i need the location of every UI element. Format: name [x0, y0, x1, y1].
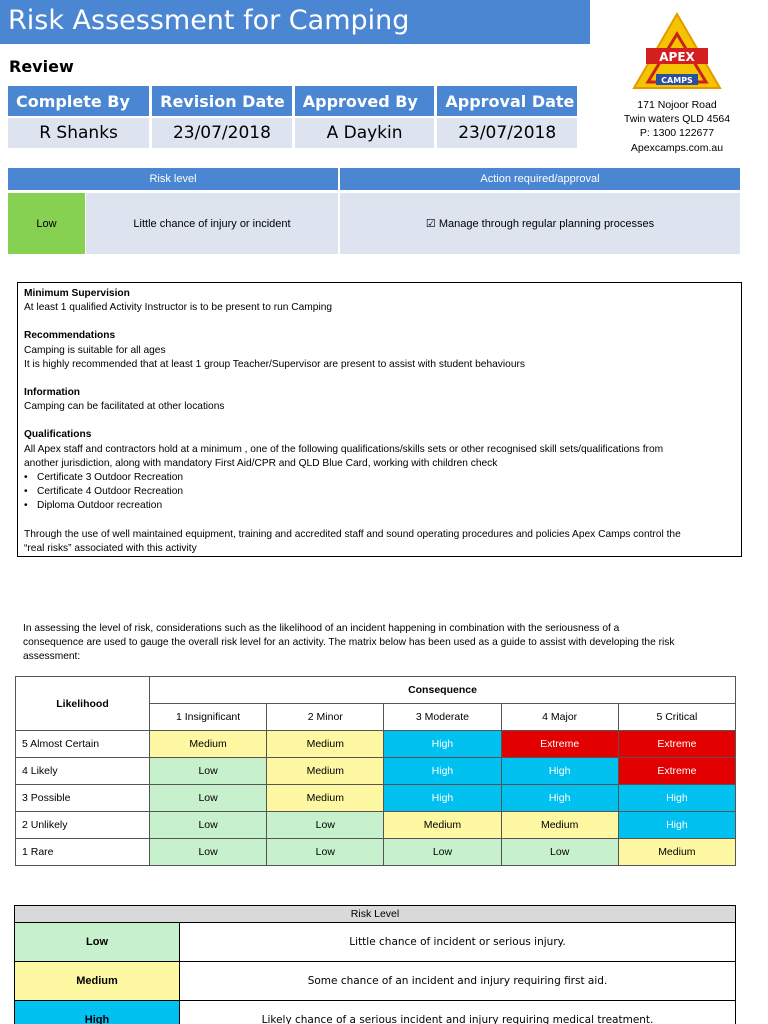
risk-level-legend — [14, 905, 736, 1024]
likelihood-label: 1 Rare — [16, 839, 150, 866]
recommendation-line: Camping is suitable for all ages — [24, 344, 166, 356]
qualification-item: • Certificate 4 Outdoor Recreation — [24, 485, 735, 499]
website-line: Apexcamps.com.au — [630, 141, 724, 154]
likelihood-label: 4 Likely — [16, 758, 150, 785]
matrix-cell: Medium — [267, 758, 384, 785]
paragraph-line: In assessing the level of risk, considerations such as the likelihood of an incident happening in combination with the seriousness of a — [23, 623, 620, 634]
info-box — [17, 282, 742, 557]
likelihood-label: 5 Almost Certain — [16, 731, 150, 758]
min-supervision-heading: Minimum Supervision — [24, 288, 130, 299]
address-block — [612, 98, 742, 155]
information-text: Camping can be facilitated at other locations — [24, 401, 225, 413]
logo-bottom-text: CAMPS — [661, 76, 693, 85]
qualifications-text: All Apex staff and contractors hold at a minimum , one of the following qualifications/skills sets or other recognised skill sets/qualifications from — [24, 443, 664, 455]
likelihood-header: Likelihood — [16, 677, 150, 731]
matrix-cell: Medium — [150, 731, 267, 758]
apex-camps-logo — [632, 12, 722, 92]
matrix-cell: Extreme — [618, 731, 735, 758]
matrix-cell: High — [618, 785, 735, 812]
matrix-cell: Medium — [267, 731, 384, 758]
matrix-cell: High — [501, 785, 618, 812]
recommendation-line: It is highly recommended that at least 1 group Teacher/Supervisor are present to assist with student behaviours — [24, 358, 525, 370]
risk-description: Little chance of injury or incident — [86, 193, 338, 254]
value-complete-by: R Shanks — [8, 117, 151, 148]
legend-level-high: High — [15, 1001, 180, 1024]
recommendations-heading: Recommendations — [24, 330, 116, 342]
legend-level-medium: Medium — [15, 962, 180, 1001]
qualification-item: • Certificate 3 Outdoor Recreation — [24, 471, 735, 485]
matrix-cell: Low — [150, 812, 267, 839]
matrix-cell: Medium — [267, 785, 384, 812]
qualifications-heading: Qualifications — [24, 429, 92, 441]
address-line: Twin waters QLD 4564 — [623, 113, 731, 126]
phone-line: P: 1300 122677 — [639, 127, 715, 140]
assessment-paragraph — [23, 622, 738, 665]
legend-description: Likely chance of a serious incident and injury requiring medical treatment. — [180, 1001, 736, 1024]
legend-description: Some chance of an incident and injury requiring first aid. — [180, 962, 736, 1001]
value-revision-date: 23/07/2018 — [151, 117, 294, 148]
risk-matrix — [15, 676, 736, 866]
consequence-label: 4 Major — [501, 704, 618, 731]
value-approved-by: A Daykin — [293, 117, 436, 148]
review-label: Review — [9, 57, 74, 76]
matrix-cell: Low — [384, 839, 501, 866]
legend-description: Little chance of incident or serious injury. — [180, 923, 736, 962]
matrix-cell: High — [501, 758, 618, 785]
consequence-label: 2 Minor — [267, 704, 384, 731]
matrix-cell: High — [384, 731, 501, 758]
matrix-cell: Medium — [384, 812, 501, 839]
consequence-header: Consequence — [150, 677, 736, 704]
matrix-cell: Low — [150, 839, 267, 866]
header-approved-by: Approved By — [293, 86, 436, 117]
header-revision-date: Revision Date — [151, 86, 294, 117]
consequence-label: 5 Critical — [618, 704, 735, 731]
matrix-cell: High — [384, 785, 501, 812]
header-complete-by: Complete By — [8, 86, 151, 117]
action-required: ☑ Manage through regular planning processes — [340, 193, 740, 254]
closing-text: “real risks” associated with this activity — [24, 542, 197, 554]
matrix-cell: Extreme — [501, 731, 618, 758]
qualification-item: • Diploma Outdoor recreation — [24, 499, 735, 513]
value-approval-date: 23/07/2018 — [436, 117, 579, 148]
legend-level-low: Low — [15, 923, 180, 962]
paragraph-line: assessment: — [23, 651, 81, 663]
logo-top-text: APEX — [659, 50, 695, 64]
likelihood-label: 3 Possible — [16, 785, 150, 812]
page-title: Risk Assessment for Camping — [8, 5, 410, 36]
information-heading: Information — [24, 387, 81, 399]
matrix-cell: Low — [267, 839, 384, 866]
action-header: Action required/approval — [340, 168, 740, 190]
risk-level-header: Risk level — [8, 168, 338, 190]
likelihood-label: 2 Unlikely — [16, 812, 150, 839]
matrix-cell: High — [618, 812, 735, 839]
matrix-cell: Low — [267, 812, 384, 839]
risk-level-badge: Low — [8, 193, 85, 254]
qualifications-text: another jurisdiction, along with mandatory First Aid/CPR and QLD Blue Card, working with children check — [24, 457, 498, 469]
paragraph-line: consequence are used to gauge the overall risk level for an activity. The matrix below has been used as a guide to assist with developing the risk — [23, 637, 675, 649]
matrix-cell: Low — [150, 785, 267, 812]
matrix-cell: Extreme — [618, 758, 735, 785]
min-supervision-text: At least 1 qualified Activity Instructor is to be present to run Camping — [24, 302, 333, 314]
matrix-cell: High — [384, 758, 501, 785]
matrix-cell: Low — [150, 758, 267, 785]
matrix-cell: Medium — [618, 839, 735, 866]
review-table — [8, 86, 580, 148]
consequence-label: 1 Insignificant — [150, 704, 267, 731]
closing-text: Through the use of well maintained equipment, training and accredited staff and sound operating procedures and policies Apex Camps control the — [24, 528, 681, 540]
matrix-cell: Low — [501, 839, 618, 866]
matrix-cell: Medium — [501, 812, 618, 839]
title-bar — [0, 0, 590, 44]
legend-heading: Risk Level — [15, 906, 736, 923]
header-approval-date: Approval Date — [436, 86, 579, 117]
address-line: 171 Nojoor Road — [637, 99, 717, 111]
consequence-label: 3 Moderate — [384, 704, 501, 731]
